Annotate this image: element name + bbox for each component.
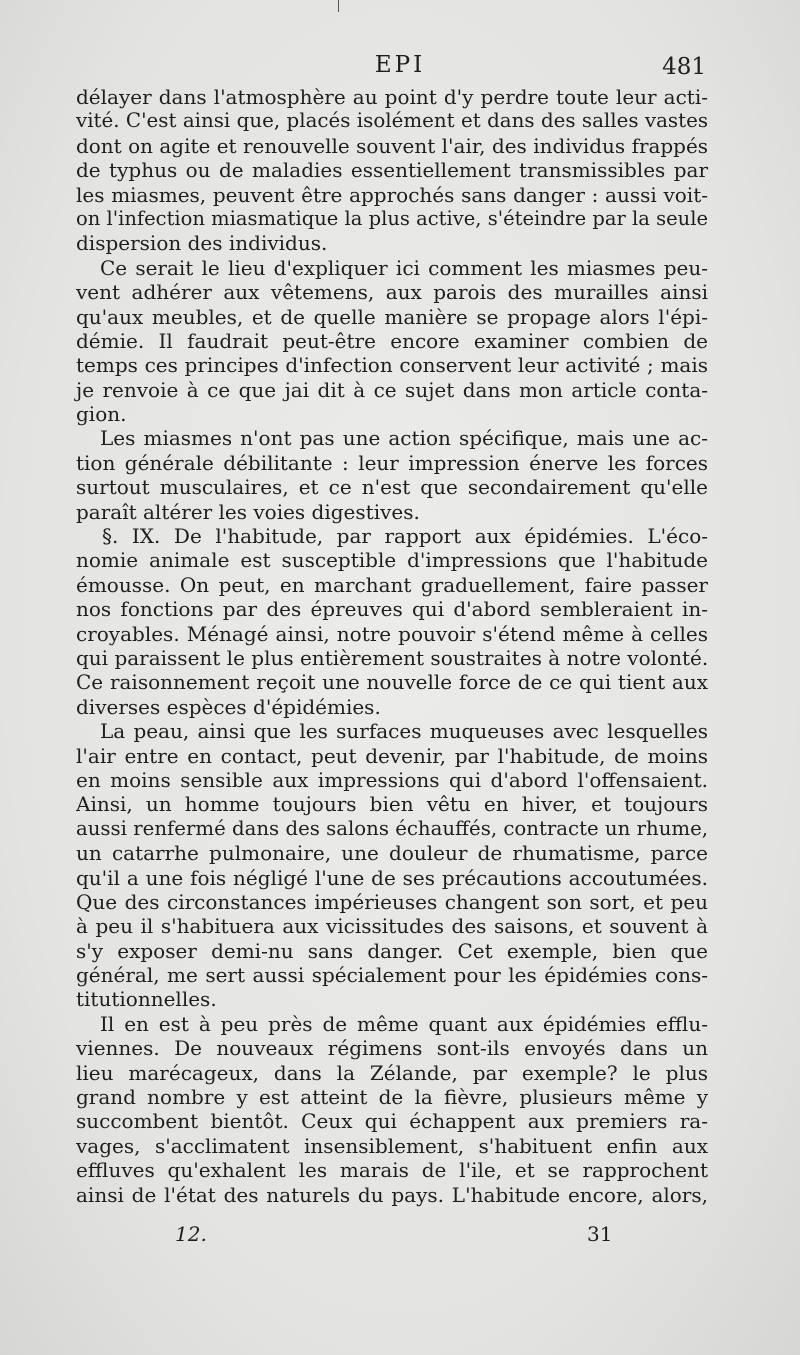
text-line: je renvoie à ce que jai dit à ce sujet dans mon article conta-: [76, 377, 708, 402]
text-line: on l'infection miasmatique la plus active, s'éteindre par la seule: [76, 206, 708, 230]
text-line: Il en est à peu près de même quant aux épidémies efflu-: [100, 1011, 708, 1036]
text-line: succombent bientôt. Ceux qui échappent aux premiers ra-: [76, 1109, 708, 1134]
text-line: §. IX. De l'habitude, par rapport aux épidémies. L'éco-: [102, 524, 708, 549]
text-line: ainsi de l'état des naturels du pays. L'habitude encore, alors,: [76, 1182, 708, 1207]
text-line: paraît altérer les voies digestives.: [76, 499, 420, 524]
text-line: lieu marécageux, dans la Zélande, par exemple? le plus: [76, 1060, 708, 1085]
text-line: titutionnelles.: [76, 987, 217, 1012]
text-line: Ainsi, un homme toujours bien vêtu en hiver, et toujours: [76, 792, 708, 817]
text-line: tion générale débilitante : leur impression énerve les forces: [76, 450, 708, 475]
text-line: l'air entre en contact, peut devenir, par l'habitude, de moins: [76, 743, 708, 768]
text-line: gion.: [76, 402, 127, 427]
text-line: viennes. De nouveaux régimens sont-ils envoyés dans un: [76, 1036, 708, 1061]
text-line: dont on agite et renouvelle souvent l'air, des individus frappés: [76, 133, 708, 158]
text-line: qu'aux meubles, et de quelle manière se propage alors l'épi-: [76, 304, 708, 329]
text-line: vent adhérer aux vêtemens, aux parois des murailles ainsi: [76, 280, 708, 305]
text-line: croyables. Ménagé ainsi, notre pouvoir s'étend même à celles: [76, 621, 708, 646]
text-line: démie. Il faudrait peut-être encore examiner combien de: [76, 328, 708, 353]
text-line: surtout musculaires, et ce n'est que secondairement qu'elle: [76, 475, 708, 500]
running-head-title: EPI: [374, 52, 426, 78]
text-line: nos fonctions par des épreuves qui d'abord sembleraient in-: [76, 597, 708, 622]
text-line: Ce serait le lieu d'expliquer ici comment les miasmes peu-: [100, 255, 708, 280]
body-text: [76, 85, 708, 1207]
signature-mark: 12.: [175, 1222, 207, 1246]
text-line: Les miasmes n'ont pas une action spécifique, mais une ac-: [100, 426, 708, 451]
text-line: dispersion des individus.: [76, 231, 328, 256]
text-line: aussi renfermé dans des salons échauffés, contracte un rhume,: [76, 816, 708, 840]
text-line: diverses espèces d'épidémies.: [76, 694, 381, 719]
gathering-number: 31: [587, 1222, 613, 1246]
text-line: La peau, ainsi que les surfaces muqueuses avec lesquelles: [100, 719, 708, 744]
text-line: qui paraissent le plus entièrement soustraites à notre volonté.: [76, 645, 709, 670]
text-line: délayer dans l'atmosphère au point d'y perdre toute leur acti-: [76, 85, 708, 109]
page-number: 481: [662, 54, 706, 80]
text-line: à peu il s'habituera aux vicissitudes des saisons, et souvent à: [76, 914, 708, 939]
text-line: Que des circonstances impérieuses changent son sort, et peu: [76, 889, 708, 914]
text-line: qu'il a une fois négligé l'une de ses précautions accoutumées.: [76, 865, 708, 890]
text-line: en moins sensible aux impressions qui d'abord l'offensaient.: [76, 767, 708, 792]
text-line: émousse. On peut, en marchant graduellement, faire passer: [76, 572, 708, 597]
text-line: grand nombre y est atteint de la fièvre, plusieurs même y: [76, 1085, 708, 1110]
text-line: effluves qu'exhalent les marais de l'ile, et se rapprochent: [76, 1158, 708, 1183]
text-line: général, me sert aussi spécialement pour les épidémies cons-: [76, 963, 708, 988]
text-line: de typhus ou de maladies essentiellement transmissibles par: [76, 158, 708, 183]
text-line: Ce raisonnement reçoit une nouvelle force de ce qui tient aux: [76, 670, 708, 695]
text-line: les miasmes, peuvent être approchés sans danger : aussi voit-: [76, 182, 708, 207]
top-margin-mark: [338, 0, 339, 12]
text-line: temps ces principes d'infection conservent leur activité ; mais: [76, 353, 708, 378]
text-line: un catarrhe pulmonaire, une douleur de rhumatisme, parce: [76, 841, 708, 866]
text-line: s'y exposer demi-nu sans danger. Cet exemple, bien que: [76, 938, 708, 963]
text-line: vité. C'est ainsi que, placés isolément et dans des salles vastes: [76, 109, 708, 133]
text-line: nomie animale est susceptible d'impressions que l'habitude: [76, 548, 708, 573]
text-line: vages, s'acclimatent insensiblement, s'habituent enfin aux: [76, 1133, 708, 1158]
